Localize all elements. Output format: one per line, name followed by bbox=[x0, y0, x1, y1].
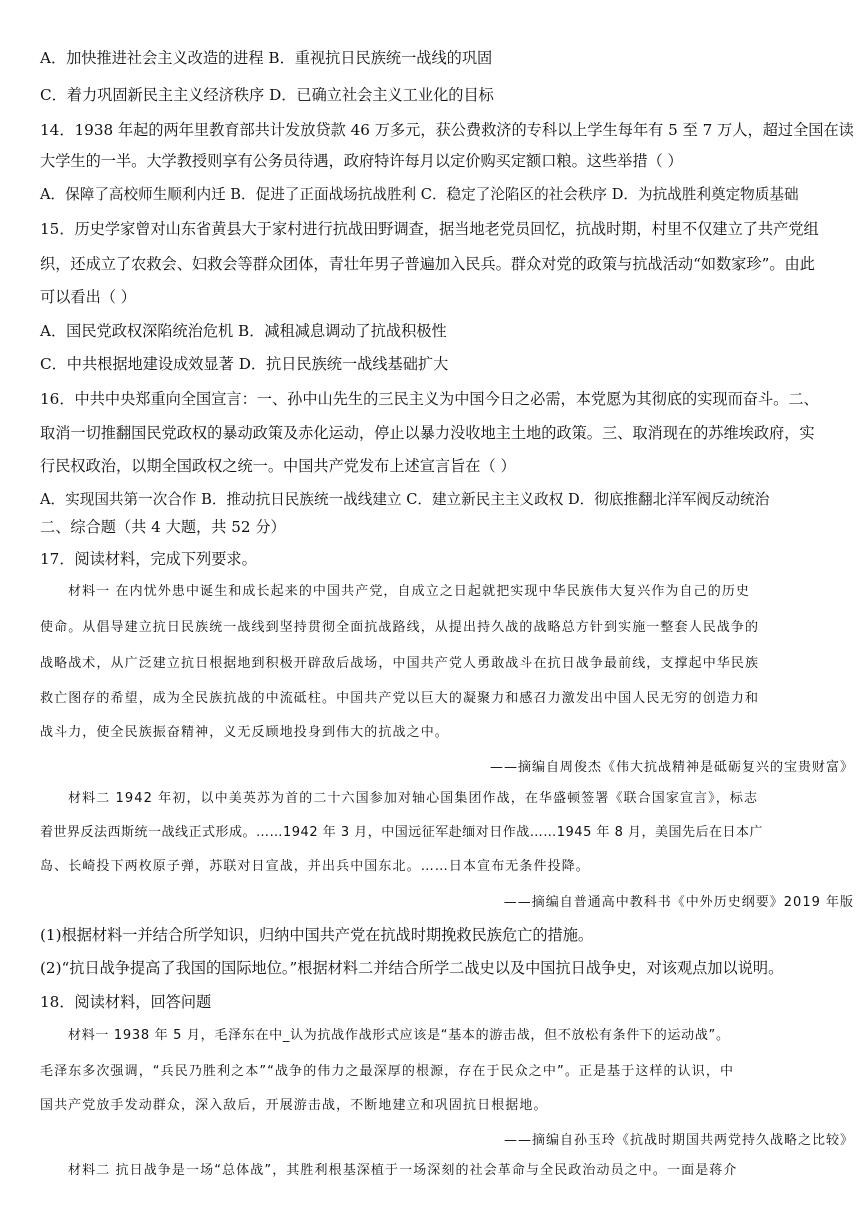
material1-line3: 战略战术，从广泛建立抗日根据地到积极开辟敌后战场，中国共产党人勇敢战斗在抗日战争最前线，支撑起中华民族 bbox=[40, 656, 760, 671]
q14-stem-line2: 大学生的一半。大学教授则享有公务员待遇，政府特许每月以定价购买定额口粮。这些举措（ ） bbox=[40, 152, 683, 170]
material1-line4: 救亡图存的希望，成为全民族抗战的中流砥柱。中国共产党以巨大的凝聚力和感召力激发出中国人民无穷的创造力和 bbox=[40, 691, 760, 706]
material2-line1: 材料二 1942 年初，以中美英苏为首的二十六国参加对轴心国集团作战，在华盛顿签署《联合国家宣言》，标志 bbox=[68, 791, 759, 806]
q17-subquestion-2: (2)“抗日战争提高了我国的国际地位。”根据材料二并结合所学二战史以及中国抗日战争史，对该观点加以说明。 bbox=[40, 959, 784, 977]
material3-line1: 材料一 1938 年 5 月，毛泽东在中_认为抗战作战形式应该是“基本的游击战，但不放松有条件下的运动战”。 bbox=[68, 1028, 730, 1043]
material2-line2: 着世界反法西斯统一战线正式形成。……1942 年 3 月，中国远征军赴缅对日作战……1945 年 8 月，美国先后在日本广 bbox=[40, 825, 764, 840]
material1-line5: 战斗力，使全民族振奋精神，义无反顾地投身到伟大的抗战之中。 bbox=[40, 725, 449, 740]
q16-stem-line1: 16．中共中央郑重向全国宣言：一、孙中山先生的三民主义为中国今日之必需，本党愿为其彻底的实现而奋斗。二、 bbox=[40, 390, 819, 408]
q15-stem-line2: 织，还成立了农救会、妇救会等群众团体，青壮年男子普遍加入民兵。群众对党的政策与抗战活动“如数家珍”。由此 bbox=[40, 255, 815, 273]
material1-line1: 材料一 在内忧外患中诞生和成长起来的中国共产党，自成立之日起就把实现中华民族伟大复兴作为自己的历史 bbox=[68, 584, 751, 599]
material2-source: ——摘编自普通高中教科书《中外历史纲要》2019 年版 bbox=[503, 895, 854, 910]
material3-source: ——摘编自孙玉玲《抗战时期国共两党持久战略之比较》 bbox=[503, 1133, 854, 1148]
material3-line2: 毛泽东多次强调，“兵民乃胜利之本”“战争的伟力之最深厚的根源，存在于民众之中”。正是基于这样的认识，中 bbox=[40, 1064, 735, 1079]
q15-options-cd: C．中共根据地建设成效显著 D．抗日民族统一战线基础扩大 bbox=[40, 355, 449, 373]
q16-stem-line2: 取消一切推翻国民党政权的暴动政策及赤化运动，停止以暴力没收地主土地的政策。三、取消现在的苏维埃政府，实 bbox=[40, 424, 815, 442]
q13-options-ab: A．加快推进社会主义改造的进程 B．重视抗日民族统一战线的巩固 bbox=[40, 49, 493, 67]
q15-stem-line3: 可以看出（ ） bbox=[40, 288, 136, 306]
q15-options-ab: A．国民党政权深陷统治危机 B．减租减息调动了抗战积极性 bbox=[40, 322, 447, 340]
q17-stem: 17．阅读材料，完成下列要求。 bbox=[40, 550, 257, 568]
q17-subquestion-1: (1)根据材料一并结合所学知识，归纳中国共产党在抗战时期挽救民族危亡的措施。 bbox=[40, 926, 594, 944]
q16-options: A．实现国共第一次合作 B．推动抗日民族统一战线建立 C．建立新民主主义政权 D．彻底推翻北洋军阀反动统治 bbox=[40, 491, 770, 508]
q13-options-cd: C．着力巩固新民主主义经济秩序 D．已确立社会主义工业化的目标 bbox=[40, 86, 494, 104]
material1-line2: 使命。从倡导建立抗日民族统一战线到坚持贯彻全面抗战路线，从提出持久战的战略总方针到实施一整套人民战争的 bbox=[40, 620, 760, 635]
material1-source: ——摘编自周俊杰《伟大抗战精神是砥砺复兴的宝贵财富》 bbox=[489, 760, 854, 775]
q15-stem-line1: 15．历史学家曾对山东省黄县大于家村进行抗战田野调查，据当地老党员回忆，抗战时期，村里不仅建立了共产党组 bbox=[40, 220, 819, 238]
q16-stem-line3: 行民权政治，以期全国政权之统一。中国共产党发布上述宣言旨在（ ） bbox=[40, 457, 516, 475]
q14-stem-line1: 14．1938 年起的两年里教育部共计发放贷款 46 万多元，获公费救济的专科以上学生每年有 5 至 7 万人，超过全国在读 bbox=[40, 121, 854, 139]
section-heading: 二、综合题（共 4 大题，共 52 分） bbox=[40, 518, 286, 536]
material4-line1: 材料二 抗日战争是一场“总体战”，其胜利根基深植于一场深刻的社会革命与全民政治动员之中。一面是蒋介 bbox=[68, 1163, 738, 1178]
material2-line3: 岛、长崎投下两枚原子弹，苏联对日宣战，并出兵中国东北。……日本宣布无条件投降。 bbox=[40, 859, 590, 874]
material3-line3: 国共产党放手发动群众，深入敌后，开展游击战，不断地建立和巩固抗日根据地。 bbox=[40, 1098, 548, 1113]
q14-options: A．保障了高校师生顺利内迁 B．促进了正面战场抗战胜利 C．稳定了沦陷区的社会秩序 D．为抗战胜利奠定物质基础 bbox=[40, 186, 799, 203]
q18-stem: 18．阅读材料，回答问题 bbox=[40, 993, 212, 1011]
